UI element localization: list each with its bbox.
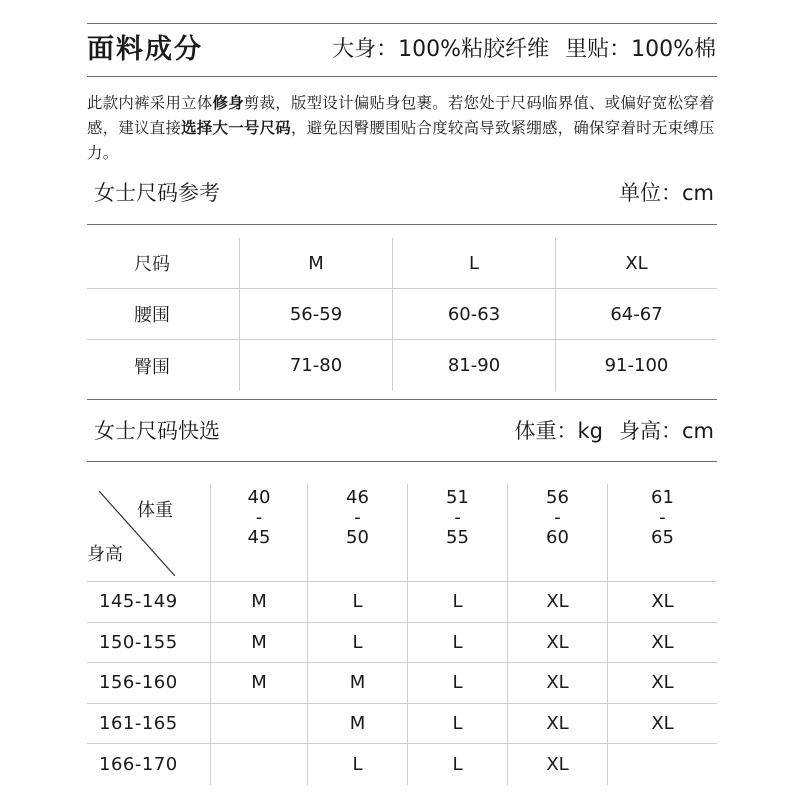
weight-from: 56 — [546, 487, 569, 508]
table-row — [87, 663, 717, 704]
size-cell: XL — [651, 712, 674, 734]
table-row — [87, 289, 717, 340]
size-reference-table — [87, 238, 717, 391]
height-label: 156-160 — [87, 663, 211, 703]
weight-from: 40 — [247, 487, 271, 508]
size-cell: XL — [508, 744, 608, 785]
size-cell — [211, 704, 308, 744]
weight-header — [211, 484, 308, 581]
quick-select-rule — [87, 461, 717, 462]
weight-to: 55 — [446, 527, 469, 548]
size-cell: XL — [508, 704, 608, 744]
corner-weight-label: 体重 — [137, 500, 173, 521]
row-label: 腰围 — [87, 289, 240, 339]
corner-height-label: 身高 — [87, 544, 123, 565]
table-cell: 81-90 — [393, 340, 556, 391]
size-cell: L — [308, 623, 408, 663]
size-cell: XL — [651, 672, 674, 694]
size-cell: M — [308, 704, 408, 744]
size-reference-rule — [87, 224, 717, 225]
header-cell: L — [393, 238, 556, 288]
table-header-row — [87, 484, 717, 582]
size-reference-title: 女士尺码参考 — [94, 181, 220, 205]
weight-header — [608, 484, 717, 581]
table-cell: 60-63 — [393, 289, 556, 339]
size-cell: M — [211, 663, 308, 703]
size-cell: L — [408, 704, 508, 744]
size-reference-bottom-rule — [87, 399, 717, 400]
size-cell: XL — [508, 663, 608, 703]
weight-unit: 体重：kg — [514, 419, 603, 443]
fabric-rule — [87, 76, 717, 77]
size-cell: L — [408, 663, 508, 703]
size-cell: M — [308, 663, 408, 703]
size-cell: L — [308, 744, 408, 785]
weight-sep: - — [454, 507, 461, 528]
header-cell: M — [240, 238, 393, 288]
table-cell: 56-59 — [240, 289, 393, 339]
weight-from: 46 — [346, 487, 369, 508]
fabric-title: 面料成分 — [87, 34, 203, 65]
size-cell: XL — [651, 631, 674, 653]
weight-to: 60 — [546, 527, 569, 548]
weight-header — [408, 484, 508, 581]
size-cell: XL — [651, 591, 674, 613]
table-cell: 91-100 — [604, 355, 669, 376]
weight-to: 65 — [651, 527, 674, 548]
size-cell: L — [408, 582, 508, 622]
table-cell: 71-80 — [240, 340, 393, 391]
weight-header — [308, 484, 408, 581]
weight-sep: - — [659, 507, 666, 528]
lining-label: 里贴： — [565, 37, 632, 62]
height-unit: 身高：cm — [618, 419, 714, 443]
weight-sep: - — [554, 507, 561, 528]
desc-text-2: 剪裁，版型设计偏贴身包裹。若您处于尺码临界值、或偏好宽松穿着感，建议直接 — [87, 94, 715, 137]
size-cell: L — [408, 744, 508, 785]
lining-value: 100%棉 — [631, 37, 716, 62]
size-cell: L — [308, 582, 408, 622]
top-rule — [87, 23, 717, 24]
size-reference-unit: 单位：cm — [618, 181, 714, 205]
table-header-row — [87, 238, 717, 289]
height-label: 145-149 — [87, 582, 211, 622]
size-cell: XL — [508, 623, 608, 663]
weight-sep: - — [354, 507, 361, 528]
weight-from: 61 — [651, 487, 674, 508]
weight-from: 51 — [446, 487, 469, 508]
header-cell: 尺码 — [87, 238, 240, 288]
corner-cell — [87, 484, 211, 581]
weight-header — [508, 484, 608, 581]
desc-bold-2: 选择大一号尺码 — [181, 119, 291, 137]
table-row — [87, 623, 717, 664]
size-cell: XL — [508, 582, 608, 622]
table-row — [87, 340, 717, 391]
table-row — [87, 704, 717, 745]
height-label: 161-165 — [87, 704, 211, 744]
weight-to: 50 — [346, 527, 369, 548]
size-cell: M — [211, 582, 308, 622]
desc-text-3: ，避免因臀腰围贴合度较高导致紧绷感，确保穿着时无束缚压力。 — [87, 119, 715, 162]
size-cell: L — [408, 623, 508, 663]
table-row — [87, 744, 717, 785]
size-cell: M — [211, 623, 308, 663]
weight-to: 45 — [247, 527, 271, 548]
weight-sep: - — [255, 507, 263, 528]
desc-text-1: 此款内裤采用立体 — [87, 94, 213, 112]
quick-select-table — [87, 484, 717, 785]
body-label: 大身： — [332, 37, 399, 62]
table-cell: 64-67 — [610, 303, 663, 325]
size-cell — [211, 744, 308, 785]
row-label: 臀围 — [87, 340, 240, 391]
table-row — [87, 582, 717, 623]
height-label: 166-170 — [87, 744, 211, 785]
fit-description — [87, 91, 727, 166]
header-cell: XL — [625, 252, 648, 274]
body-value: 100%粘胶纤维 — [398, 37, 550, 62]
size-cell — [608, 744, 717, 785]
height-label: 150-155 — [87, 623, 211, 663]
desc-bold-1: 修身 — [212, 94, 244, 112]
fabric-composition — [332, 32, 716, 68]
quick-select-title: 女士尺码快选 — [94, 419, 220, 443]
quick-select-units — [514, 416, 714, 446]
